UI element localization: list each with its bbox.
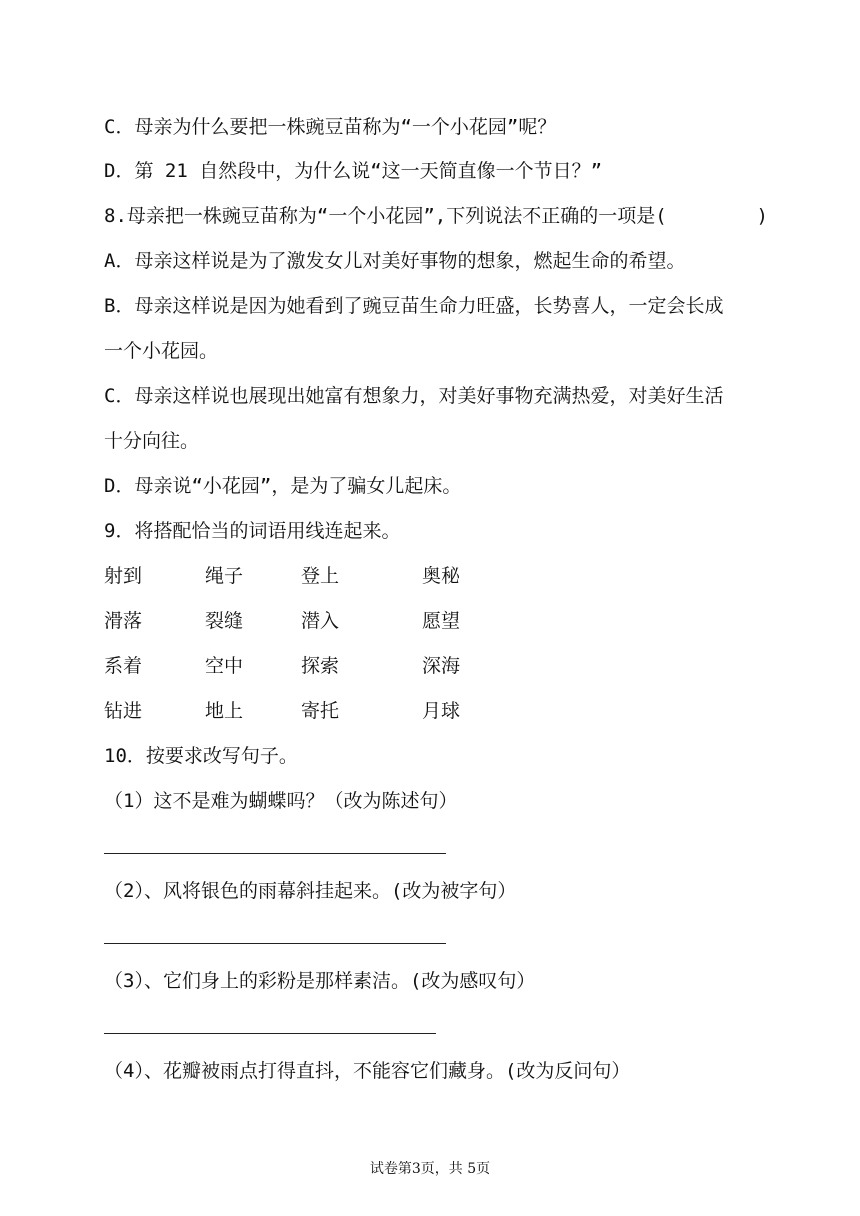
matching-word[interactable]: 月球 <box>422 700 461 722</box>
answer-line-3[interactable] <box>104 1033 436 1034</box>
question-7-option-c: C．母亲为什么要把一株豌豆苗称为“一个小花园”呢？ <box>104 116 557 138</box>
matching-word[interactable]: 空中 <box>205 655 244 677</box>
question-8-option-c-line1: C．母亲这样说也展现出她富有想象力，对美好事物充满热爱，对美好生活 <box>104 385 724 407</box>
matching-word[interactable]: 愿望 <box>422 610 461 632</box>
answer-line-2[interactable] <box>104 943 446 944</box>
matching-word[interactable]: 系着 <box>104 655 143 677</box>
matching-word[interactable]: 寄托 <box>301 700 340 722</box>
question-10-item-2: （2）、风将银色的雨幕斜挂起来。(改为被字句） <box>104 880 517 902</box>
question-8-option-c-line2: 十分向往。 <box>104 430 200 452</box>
matching-word[interactable]: 地上 <box>205 700 244 722</box>
matching-word[interactable]: 奥秘 <box>422 565 461 587</box>
question-7-option-d: D．第 21 自然段中，为什么说“这一天简直像一个节日？” <box>104 160 603 182</box>
question-8-option-d: D．母亲说“小花园”，是为了骗女儿起床。 <box>104 475 462 497</box>
question-8-option-b-line1: B．母亲这样说是因为她看到了豌豆苗生命力旺盛，长势喜人，一定会长成 <box>104 295 724 317</box>
question-8-option-b-line2: 一个小花园。 <box>104 340 219 362</box>
question-8-answer-paren: ) <box>756 205 768 227</box>
matching-word[interactable]: 钻进 <box>104 700 143 722</box>
matching-word[interactable]: 潜入 <box>301 610 340 632</box>
question-10-stem: 10．按要求改写句子。 <box>104 745 298 767</box>
matching-word[interactable]: 射到 <box>104 565 143 587</box>
answer-line-1[interactable] <box>104 853 446 854</box>
question-10-item-3: （3）、它们身上的彩粉是那样素洁。(改为感叹句） <box>104 970 536 992</box>
page-footer: 试卷第3页，共 5页 <box>369 1161 491 1177</box>
matching-word[interactable]: 登上 <box>301 565 340 587</box>
question-8-stem <box>104 203 768 229</box>
question-8-option-a: A．母亲这样说是为了激发女儿对美好事物的想象，燃起生命的希望。 <box>104 250 686 272</box>
question-8-stem-text: 8.母亲把一株豌豆苗称为“一个小花园”,下列说法不正确的一项是( <box>104 205 667 227</box>
matching-word[interactable]: 探索 <box>301 655 340 677</box>
question-10-item-1: （1）这不是难为蝴蝶吗？（改为陈述句） <box>104 790 458 812</box>
question-9-stem: 9．将搭配恰当的词语用线连起来。 <box>104 520 401 542</box>
matching-word[interactable]: 绳子 <box>205 565 244 587</box>
matching-word[interactable]: 滑落 <box>104 610 143 632</box>
matching-word[interactable]: 裂缝 <box>205 610 244 632</box>
question-10-item-4: （4）、花瓣被雨点打得直抖，不能容它们藏身。(改为反问句） <box>104 1060 631 1082</box>
matching-word[interactable]: 深海 <box>422 655 461 677</box>
